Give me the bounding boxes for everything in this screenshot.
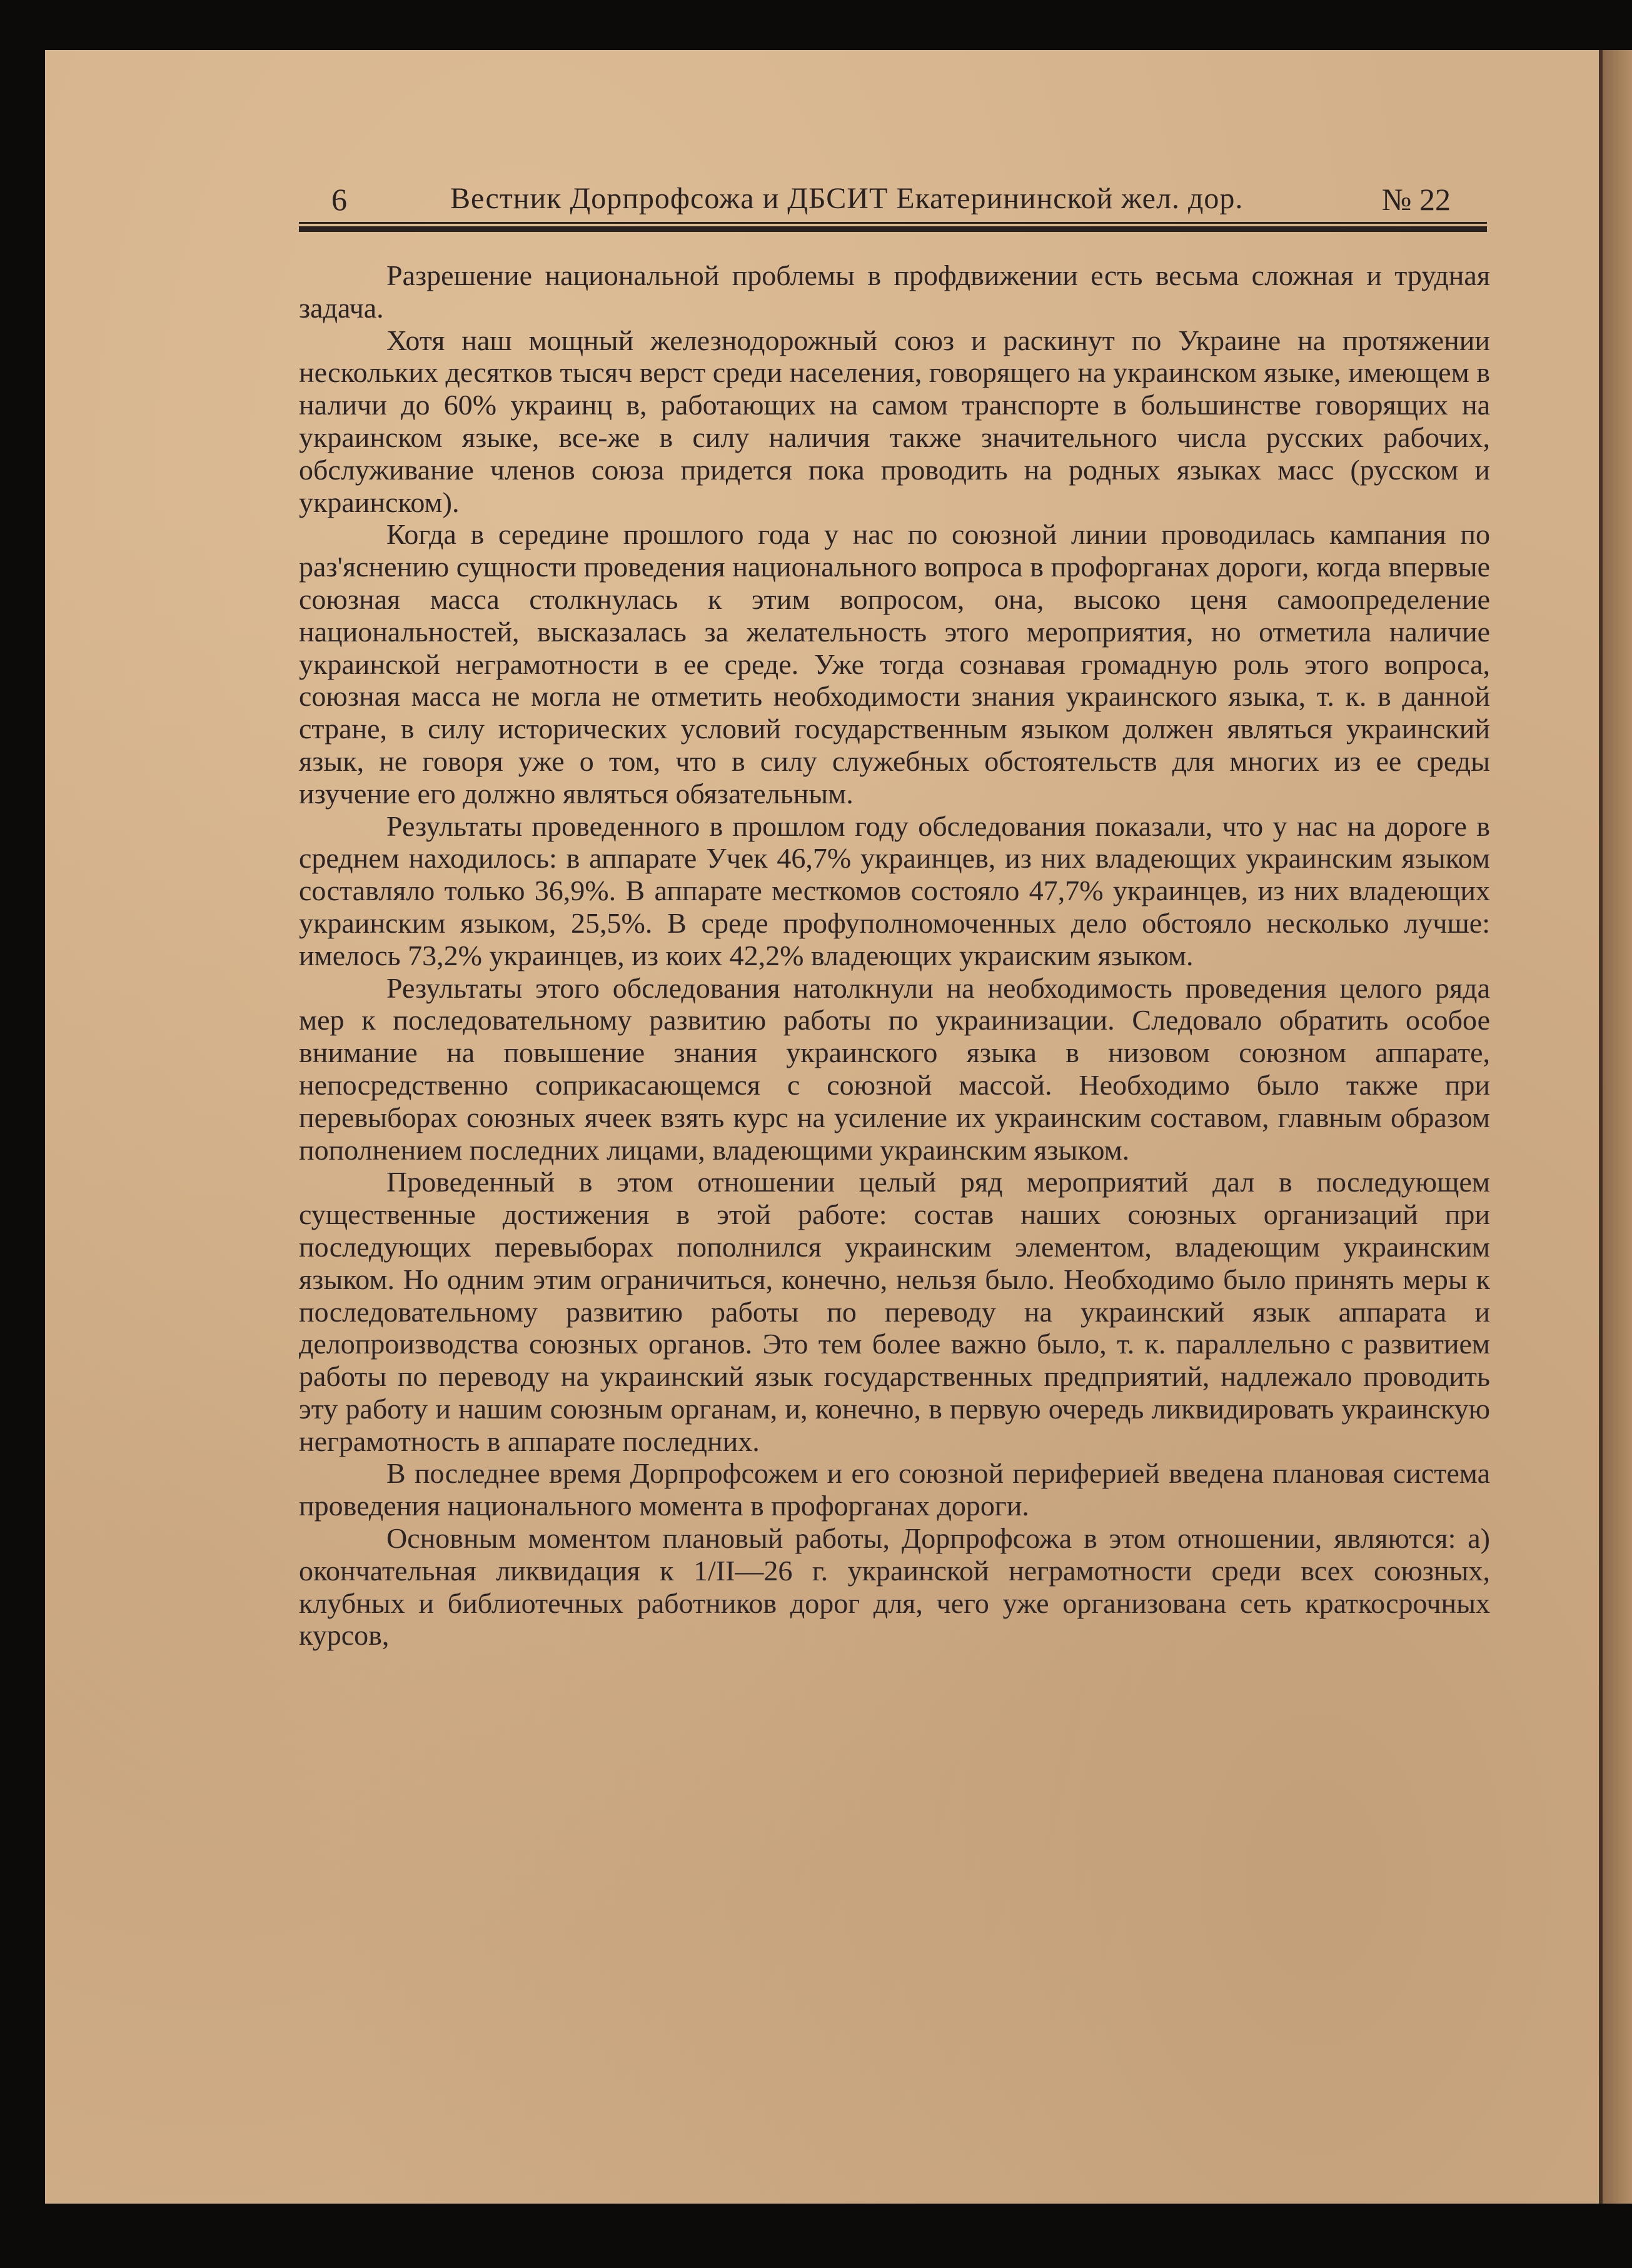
header-rule-thin: [299, 222, 1487, 224]
paragraph: Хотя наш мощный железнодорожный союз и раскинут по Украине на протяжении нескольких десятков тысяч верст среди населения, говорящего на украинском языке, имеющем в наличи до 60% украинц в, работающих на самом транспорте в большинстве говорящих на украинском языке, все-же в силу наличия также значительного числа русских рабочих, обслуживание членов союза придется пока проводить на родных языках масс (русском и украинском).: [299, 324, 1490, 518]
paragraph: В последнее время Дорпрофсожем и его союзной периферией введена плановая система проведения национального момента в профорганах дороги.: [299, 1457, 1490, 1522]
journal-title: Вестник Дорпрофсожа и ДБСИТ Екатерининской жел. дор.: [450, 182, 1244, 215]
paragraph: Результаты проведенного в прошлом году обследования показали, что у нас на дороге в среднем находилось: в аппарате Учек 46,7% украинцев, из них владеющих украинским языком составляло только 36,9%. В аппарате месткомов состояло 47,7% украинцев, из них владеющих украинским языком, 25,5%. В среде профуполномоченных дело обстояло несколько лучше: имелось 73,2% украинцев, из коих 42,2% владеющих украиским языком.: [299, 810, 1490, 971]
paragraph: Разрешение национальной проблемы в профдвижении есть весьма сложная и трудная задача.: [299, 259, 1490, 324]
header-rule-thick: [299, 226, 1487, 232]
paragraph: Основным моментом плановый работы, Дорпрофсожа в этом отношении, являются: а) окончательная ликвидация к 1/II—26 г. украинской неграмотности среди всех союзных, клубных и библиотечных работников дорог для, чего уже организована сеть краткосрочных курсов,: [299, 1522, 1490, 1652]
binding-gutter-shade: [1603, 50, 1632, 2204]
running-header: [288, 181, 1488, 225]
page-number: 6: [331, 182, 347, 217]
issue-number: № 22: [1381, 182, 1451, 217]
paragraph: Проведенный в этом отношении целый ряд мероприятий дал в последующем существенные достижения в этой работе: состав наших союзных организаций при последующих перевыборах пополнился украинским элементом, владеющим украинским языком. Но одним этим ограничиться, конечно, нельзя было. Необходимо было принять меры к последовательному развитию работы по переводу на украинский язык аппарата и делопроизводства союзных органов. Это тем более важно было, т. к. параллельно с развитием работы по переводу на украинский язык государственных предприятий, надлежало проводить эту работу и нашим союзным органам, и, конечно, в первую очередь ликвидировать украинскую неграмотность в аппарате последних.: [299, 1166, 1490, 1457]
paragraph: Результаты этого обследования натолкнули на необходимость проведения целого ряда мер к последовательному развитию работы по украинизации. Следовало обратить особое внимание на повышение знания украинского языка в низовом союзном аппарате, непосредственно соприкасающемся с союзной массой. Необходимо было также при перевыборах союзных ячеек взять курс на усиление их украинским составом, главным образом пополнением последних лицами, владеющими украинским языком.: [299, 971, 1490, 1166]
article-body: [299, 259, 1490, 1652]
paragraph: Когда в середине прошлого года у нас по союзной линии проводилась кампания по раз'яснению сущности проведения национального вопроса в профорганах дороги, когда впервые союзная масса столкнулась к этим вопросом, она, высоко ценя самоопределение национальностей, высказалась за желательность этого мероприятия, но отметила наличие украинской неграмотности в ее среде. Уже тогда сознавая громадную роль этого вопроса, союзная масса не могла не отметить необходимости знания украинского языка, т. к. в данной стране, в силу исторических условий государственным языком должен являться украинский язык, не говоря уже о том, что в силу служебных обстоятельств для многих из ее среды изучение его должно являться обязательным.: [299, 518, 1490, 810]
